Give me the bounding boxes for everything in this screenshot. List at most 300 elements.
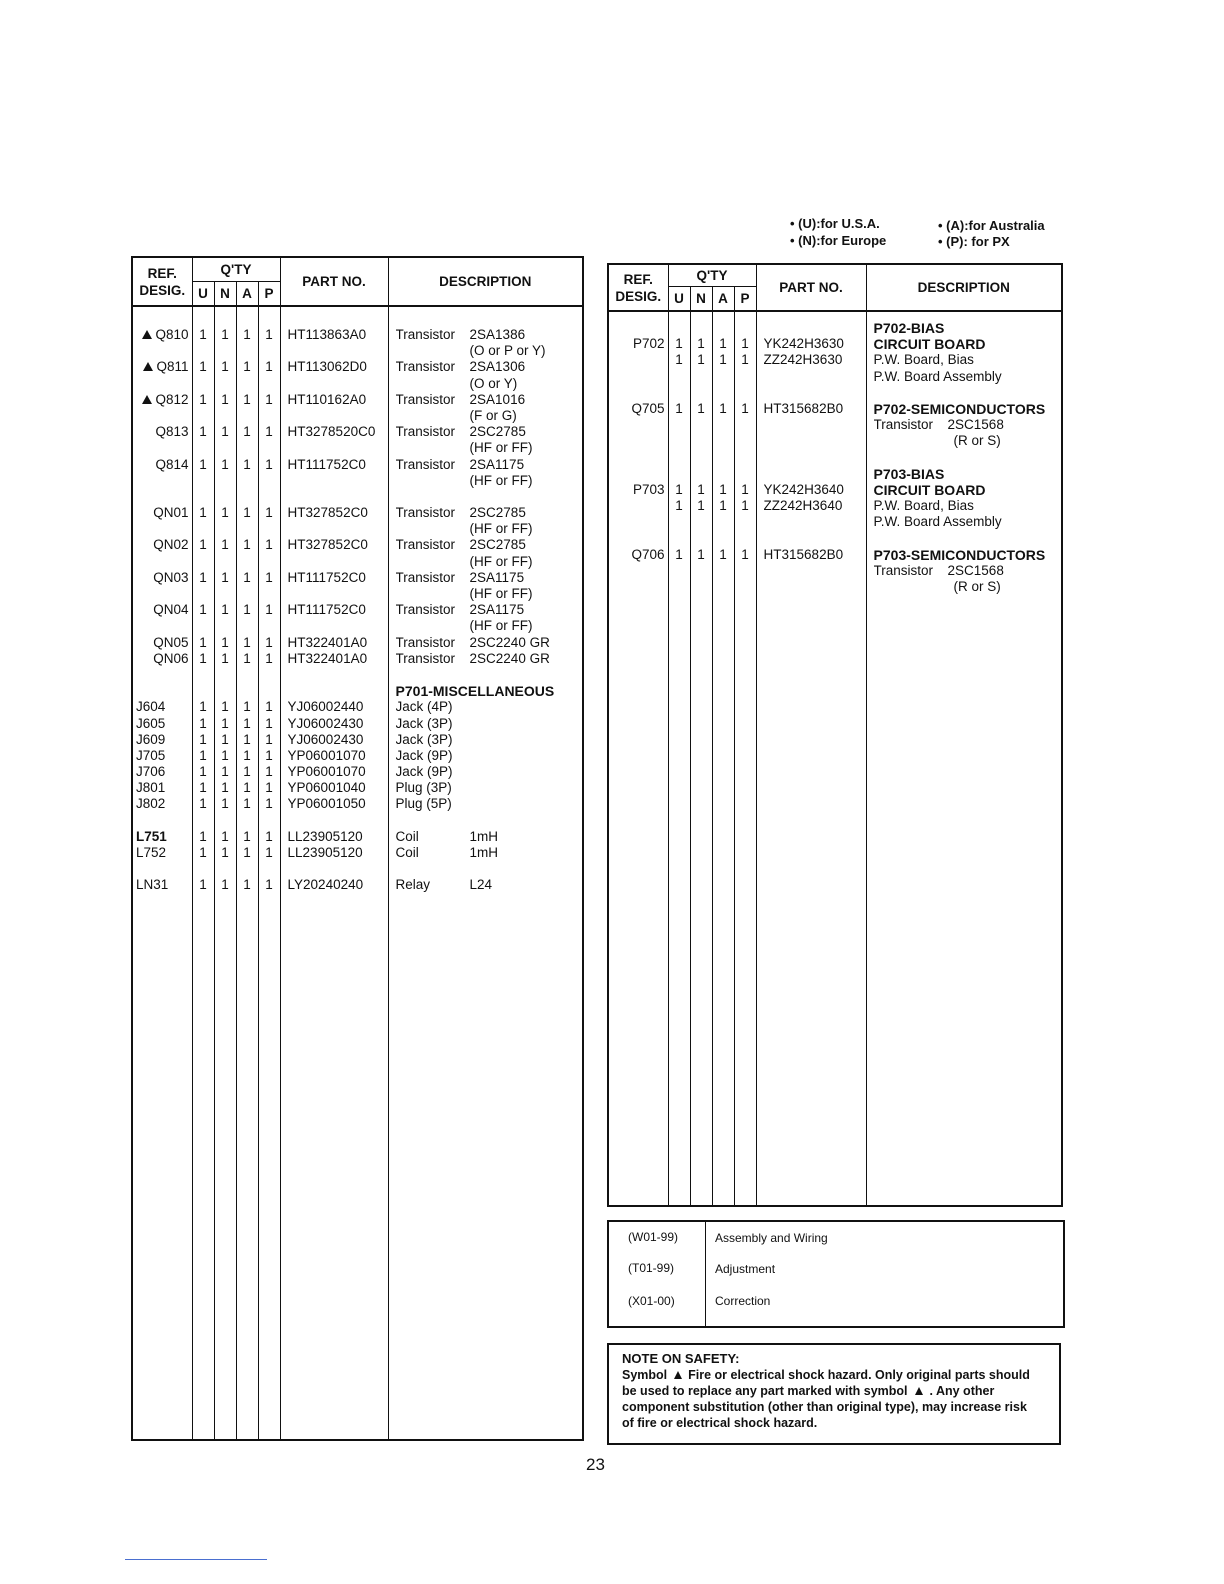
ref-desig-cell xyxy=(133,327,189,343)
qty-cell xyxy=(237,521,258,537)
qty-cell xyxy=(237,683,258,699)
ref-desig-text: J605 xyxy=(136,715,166,731)
part-number-cell: LL23905120 xyxy=(287,845,363,860)
ref-desig-cell xyxy=(133,861,189,877)
qty-cell: 1 xyxy=(199,391,207,407)
qty-cell xyxy=(237,489,258,505)
qty-cell xyxy=(193,554,214,570)
description-cell xyxy=(396,748,583,764)
description-cell xyxy=(396,505,583,521)
description-cell xyxy=(396,343,583,359)
qty-cell: 1 xyxy=(243,747,251,763)
qty-cell: 1 xyxy=(265,796,273,812)
description-type: Jack (9P) xyxy=(395,764,453,780)
qty-cell: 1 xyxy=(199,537,207,553)
description-value: (HF or FF) xyxy=(469,586,533,601)
part-number-cell xyxy=(288,408,388,424)
qty-cell xyxy=(215,489,236,505)
ref-desig-text: QN01 xyxy=(153,505,189,521)
ref-label: REF. xyxy=(623,271,653,287)
qty-cell xyxy=(713,579,734,595)
qty-cell xyxy=(735,320,756,336)
ref-desig-text: J706 xyxy=(136,764,166,780)
safety-note-text: component substitution (other than original type), may increase risk xyxy=(622,1400,1027,1414)
qty-cell: 1 xyxy=(243,327,251,342)
qty-cell: 1 xyxy=(265,828,273,844)
part-number-cell xyxy=(764,514,866,530)
qty-cell xyxy=(691,369,712,385)
qty-cell xyxy=(669,369,690,385)
legend-px: • (P): for PX xyxy=(938,234,1010,249)
qty-cell xyxy=(259,489,280,505)
qty-cell xyxy=(215,521,236,537)
part-number-cell: HT111752C0 xyxy=(287,456,366,472)
qty-cell xyxy=(259,554,280,570)
qty-cell: 1 xyxy=(199,747,207,763)
description-value: 2SC1568 xyxy=(947,417,1004,433)
description-value: 2SA1175 xyxy=(469,602,525,618)
description-type: Transistor xyxy=(395,505,456,521)
code-x: (X01-00) xyxy=(628,1294,675,1308)
qty-cell: 1 xyxy=(265,424,273,440)
qty-cell xyxy=(237,861,258,877)
qty-cell xyxy=(215,813,236,829)
ref-desig-text: Q705 xyxy=(631,400,665,416)
qty-cell: 1 xyxy=(243,877,251,893)
ref-desig-cell xyxy=(133,635,189,651)
part-number-cell xyxy=(764,417,866,433)
code-x-label: Correction xyxy=(715,1294,771,1308)
qty-cell xyxy=(193,667,214,683)
part-number-cell xyxy=(288,861,388,877)
qty-cell xyxy=(713,417,734,433)
description-value: 2SC1568 xyxy=(947,562,1004,578)
qty-cell xyxy=(713,450,734,466)
description-value: (R or S) xyxy=(953,433,1001,449)
description-value: (O or Y) xyxy=(469,375,518,391)
qty-cell: 1 xyxy=(265,602,273,618)
description-cell xyxy=(396,732,583,748)
qty-cell: 1 xyxy=(741,336,749,352)
part-no-header: PART NO. xyxy=(280,257,388,306)
description-cell xyxy=(396,651,583,667)
ref-desig-text: J604 xyxy=(136,699,166,715)
ref-desig-cell xyxy=(133,473,189,489)
description-type: P.W. Board Assembly xyxy=(873,514,1002,530)
part-number-cell: HT322401A0 xyxy=(287,634,368,650)
description-cell xyxy=(396,359,583,375)
description-value: (F or G) xyxy=(469,407,517,423)
qty-cell: 1 xyxy=(243,602,251,618)
description-cell xyxy=(874,579,1062,595)
qty-cell xyxy=(193,376,214,392)
description-value: (HF or FF) xyxy=(469,618,533,634)
safety-note-text: of fire or electrical shock hazard. xyxy=(622,1416,818,1430)
ref-desig-cell xyxy=(609,579,665,595)
qty-cell: 1 xyxy=(697,352,705,368)
ref-desig-text: J609 xyxy=(136,731,166,747)
ref-desig-text: QN06 xyxy=(153,650,189,666)
description-type: Transistor xyxy=(395,456,456,472)
part-number-cell: HT322401A0 xyxy=(287,650,368,666)
description-cell xyxy=(874,563,1062,579)
qty-cell: 1 xyxy=(243,391,251,407)
part-number-cell: YK242H3630 xyxy=(763,336,844,352)
ref-desig-cell xyxy=(609,482,665,498)
qty-cell xyxy=(259,521,280,537)
section-heading: P702-BIAS xyxy=(873,320,945,336)
description-type: P.W. Board, Bias xyxy=(873,352,974,368)
part-number-cell: YP06001070 xyxy=(287,764,366,780)
description-type: Transistor xyxy=(395,359,456,375)
qty-cell xyxy=(735,417,756,433)
ref-label: REF. xyxy=(147,265,177,281)
description-type: Coil xyxy=(395,828,419,844)
qty-cell xyxy=(669,385,690,401)
ref-desig-text: P703 xyxy=(632,481,665,497)
description-cell xyxy=(874,498,1062,514)
description-value: (HF or FF) xyxy=(469,472,533,488)
part-number-cell: ZZ242H3640 xyxy=(763,498,843,514)
safety-note-text: Fire or electrical shock hazard. Only original parts should xyxy=(688,1368,1030,1382)
qty-cell xyxy=(691,450,712,466)
qty-cell: 1 xyxy=(675,352,683,368)
qty-cell: 1 xyxy=(221,456,229,472)
section-heading: CIRCUIT BOARD xyxy=(873,481,986,498)
ref-desig-cell xyxy=(609,563,665,579)
description-cell xyxy=(396,716,583,732)
qty-cell: 1 xyxy=(221,731,229,747)
qty-cell xyxy=(713,466,734,482)
qty-cell xyxy=(237,408,258,424)
qty-cell xyxy=(691,514,712,530)
part-number-cell xyxy=(288,618,388,634)
qty-cell: 1 xyxy=(199,456,207,472)
code-legend-box xyxy=(607,1220,1065,1328)
qty-cell xyxy=(237,618,258,634)
qty-cell xyxy=(215,473,236,489)
qty-cell xyxy=(259,376,280,392)
qty-cell: 1 xyxy=(697,498,705,514)
qty-cell: 1 xyxy=(741,481,749,497)
qty-cell: 1 xyxy=(221,845,229,860)
ref-desig-cell xyxy=(609,401,665,417)
qty-u-header: U xyxy=(192,281,214,306)
qty-cell xyxy=(237,440,258,456)
section-heading: P702-SEMICONDUCTORS xyxy=(873,400,1046,417)
qty-u-column xyxy=(193,307,214,1459)
warning-triangle-icon xyxy=(142,395,152,404)
qty-cell xyxy=(691,530,712,546)
qty-cell xyxy=(193,343,214,359)
part-number-cell: HT327852C0 xyxy=(287,537,368,553)
qty-cell: 1 xyxy=(741,400,749,416)
ref-desig-cell xyxy=(133,748,189,764)
ref-desig-text: QN02 xyxy=(153,537,189,553)
description-type: Transistor xyxy=(395,650,456,666)
ref-desig-cell xyxy=(133,877,189,893)
qty-cell xyxy=(735,433,756,449)
qty-cell: 1 xyxy=(265,391,273,407)
qty-cell xyxy=(215,554,236,570)
description-cell xyxy=(874,530,1062,546)
qty-cell: 1 xyxy=(265,731,273,747)
ref-desig-text: Q812 xyxy=(155,391,189,407)
qty-cell: 1 xyxy=(265,845,273,860)
qty-cell: 1 xyxy=(697,336,705,352)
description-cell xyxy=(874,417,1062,433)
qty-cell xyxy=(669,579,690,595)
qty-cell: 1 xyxy=(221,764,229,780)
qty-cell xyxy=(735,563,756,579)
qty-cell: 1 xyxy=(199,602,207,618)
description-type: Transistor xyxy=(395,569,456,585)
description-cell xyxy=(396,392,583,408)
qty-cell xyxy=(215,343,236,359)
ref-desig-cell xyxy=(609,385,665,401)
qty-cell xyxy=(259,667,280,683)
safety-note-text: be used to replace any part marked with symbol xyxy=(622,1384,908,1398)
qty-u-header: U xyxy=(668,286,690,311)
qty-cell: 1 xyxy=(697,546,705,562)
qty-cell: 1 xyxy=(243,634,251,650)
qty-cell xyxy=(215,440,236,456)
part-number-cell xyxy=(764,320,866,336)
qty-cell: 1 xyxy=(675,400,683,416)
ref-desig-cell xyxy=(609,336,665,352)
section-heading: CIRCUIT BOARD xyxy=(873,336,986,353)
ref-desig-cell xyxy=(133,505,189,521)
ref-desig-text: Q814 xyxy=(155,456,189,472)
qty-cell xyxy=(735,514,756,530)
qty-cell xyxy=(193,473,214,489)
description-type: Plug (5P) xyxy=(395,796,452,812)
qty-cell: 1 xyxy=(265,569,273,585)
part-number-cell: YP06001040 xyxy=(287,780,366,796)
qty-cell: 1 xyxy=(221,359,229,375)
ref-desig-cell xyxy=(609,320,665,336)
description-type: Jack (4P) xyxy=(395,699,453,715)
description-type: Transistor xyxy=(395,391,456,407)
part-number-cell: YP06001050 xyxy=(287,796,366,812)
part-number-cell xyxy=(288,667,388,683)
qty-cell xyxy=(259,473,280,489)
description-cell xyxy=(874,482,1062,498)
section-heading: P701-MISCELLANEOUS xyxy=(395,683,555,700)
safety-note-text: . Any other xyxy=(929,1384,995,1398)
ref-desig-cell xyxy=(133,683,189,699)
qty-cell: 1 xyxy=(199,424,207,440)
qty-cell xyxy=(735,466,756,482)
ref-desig-cell xyxy=(133,780,189,796)
qty-cell: 1 xyxy=(199,359,207,375)
qty-cell xyxy=(713,433,734,449)
qty-cell: 1 xyxy=(243,731,251,747)
part-no-column xyxy=(288,307,388,1459)
qty-cell: 1 xyxy=(243,780,251,796)
description-cell xyxy=(396,521,583,537)
ref-desig-cell xyxy=(133,392,189,408)
qty-cell xyxy=(669,514,690,530)
description-cell xyxy=(396,602,583,618)
qty-cell: 1 xyxy=(243,505,251,521)
desig-label: DESIG. xyxy=(139,282,186,298)
description-cell xyxy=(396,537,583,553)
part-number-cell: HT3278520C0 xyxy=(287,424,376,440)
part-number-cell xyxy=(288,813,388,829)
description-cell xyxy=(396,780,583,796)
safety-note-title: NOTE ON SAFETY: xyxy=(622,1351,740,1366)
qty-cell: 1 xyxy=(265,699,273,715)
ref-desig-cell xyxy=(133,813,189,829)
qty-cell xyxy=(237,586,258,602)
description-column xyxy=(396,307,583,1459)
ref-desig-cell xyxy=(133,618,189,634)
qty-cell: 1 xyxy=(243,359,251,375)
qty-cell: 1 xyxy=(221,569,229,585)
description-cell xyxy=(396,327,583,343)
description-type: Transistor xyxy=(873,562,934,578)
qty-a-header: A xyxy=(712,286,734,311)
description-cell xyxy=(396,457,583,473)
part-number-cell: HT113863A0 xyxy=(287,327,367,342)
ref-desig-text: L752 xyxy=(136,845,167,860)
ref-desig-cell xyxy=(133,537,189,553)
description-value: 2SA1386 xyxy=(469,327,526,342)
ref-desig-text: L751 xyxy=(136,828,167,844)
qty-cell xyxy=(215,586,236,602)
description-header: DESCRIPTION xyxy=(866,264,1062,311)
description-cell xyxy=(874,433,1062,449)
description-cell xyxy=(874,514,1062,530)
description-type: P.W. Board Assembly xyxy=(873,368,1002,384)
qty-cell: 1 xyxy=(265,780,273,796)
qty-cell xyxy=(237,473,258,489)
description-value: L24 xyxy=(469,877,493,893)
qty-cell: 1 xyxy=(675,481,683,497)
ref-desig-text: QN04 xyxy=(153,602,189,618)
description-header: DESCRIPTION xyxy=(388,257,583,306)
legend-europe: • (N):for Europe xyxy=(790,233,887,248)
warning-triangle-icon xyxy=(915,1387,923,1395)
description-type: Transistor xyxy=(395,327,456,342)
part-number-cell xyxy=(764,579,866,595)
qty-cell xyxy=(193,408,214,424)
description-cell xyxy=(874,547,1062,563)
ref-desig-cell xyxy=(133,845,189,861)
description-cell xyxy=(874,369,1062,385)
ref-desig-cell xyxy=(133,376,189,392)
description-cell xyxy=(396,861,583,877)
ref-column xyxy=(609,312,665,1213)
warning-triangle-icon xyxy=(674,1371,682,1379)
safety-note-text: Symbol xyxy=(622,1368,668,1382)
description-type: Jack (3P) xyxy=(395,715,453,731)
qty-cell xyxy=(669,450,690,466)
qty-cell xyxy=(259,861,280,877)
description-value: 2SC2785 xyxy=(469,424,526,440)
qty-cell: 1 xyxy=(265,747,273,763)
ref-desig-header xyxy=(132,257,192,306)
qty-cell xyxy=(193,489,214,505)
part-number-cell: YJ06002430 xyxy=(287,731,364,747)
part-number-cell: YJ06002440 xyxy=(287,699,364,715)
qty-cell xyxy=(215,667,236,683)
ref-desig-cell xyxy=(609,369,665,385)
qty-cell: 1 xyxy=(199,650,207,666)
description-cell xyxy=(396,699,583,715)
qty-n-column xyxy=(215,307,236,1459)
part-number-cell xyxy=(288,586,388,602)
description-cell xyxy=(396,408,583,424)
description-type: Transistor xyxy=(873,417,934,433)
qty-cell: 1 xyxy=(221,424,229,440)
description-type: Plug (3P) xyxy=(395,780,452,796)
ref-desig-cell xyxy=(133,796,189,812)
qty-cell: 1 xyxy=(221,650,229,666)
qty-cell: 1 xyxy=(199,845,207,860)
qty-cell xyxy=(259,618,280,634)
description-cell xyxy=(396,424,583,440)
ref-desig-text: QN03 xyxy=(153,569,189,585)
qty-cell: 1 xyxy=(221,796,229,812)
ref-desig-cell xyxy=(609,433,665,449)
qty-cell: 1 xyxy=(265,634,273,650)
qty-cell xyxy=(691,320,712,336)
qty-cell: 1 xyxy=(741,498,749,514)
qty-cell: 1 xyxy=(221,327,229,342)
qty-cell: 1 xyxy=(741,352,749,368)
page-number: 23 xyxy=(586,1455,605,1474)
code-t: (T01-99) xyxy=(628,1261,675,1275)
qty-cell: 1 xyxy=(719,352,727,368)
qty-cell: 1 xyxy=(221,602,229,618)
warning-triangle-icon xyxy=(142,330,152,339)
qty-cell xyxy=(691,417,712,433)
ref-desig-text: P702 xyxy=(632,336,665,352)
qty-cell: 1 xyxy=(265,764,273,780)
ref-desig-cell xyxy=(133,554,189,570)
part-number-cell: ZZ242H3630 xyxy=(763,352,843,368)
qty-cell: 1 xyxy=(741,546,749,562)
qty-cell xyxy=(735,369,756,385)
qty-cell: 1 xyxy=(243,764,251,780)
qty-cell: 1 xyxy=(243,650,251,666)
qty-cell: 1 xyxy=(199,634,207,650)
ref-desig-cell xyxy=(609,466,665,482)
legend-usa: • (U):for U.S.A. xyxy=(790,216,880,231)
ref-desig-cell xyxy=(133,586,189,602)
qty-cell: 1 xyxy=(221,877,229,893)
qty-cell xyxy=(193,861,214,877)
qty-cell: 1 xyxy=(221,715,229,731)
part-number-cell xyxy=(288,489,388,505)
ref-desig-cell xyxy=(133,424,189,440)
part-number-cell: LL23905120 xyxy=(287,828,363,844)
part-number-cell: HT315682B0 xyxy=(763,400,844,416)
qty-cell: 1 xyxy=(265,715,273,731)
qty-p-header: P xyxy=(734,286,756,311)
qty-cell xyxy=(193,813,214,829)
qty-cell: 1 xyxy=(719,481,727,497)
description-value: 1mH xyxy=(469,845,499,860)
part-number-cell: HT111752C0 xyxy=(287,602,366,618)
description-type: Coil xyxy=(395,845,419,860)
qty-cell: 1 xyxy=(265,505,273,521)
qty-cell: 1 xyxy=(199,731,207,747)
description-cell xyxy=(396,813,583,829)
qty-cell xyxy=(259,586,280,602)
